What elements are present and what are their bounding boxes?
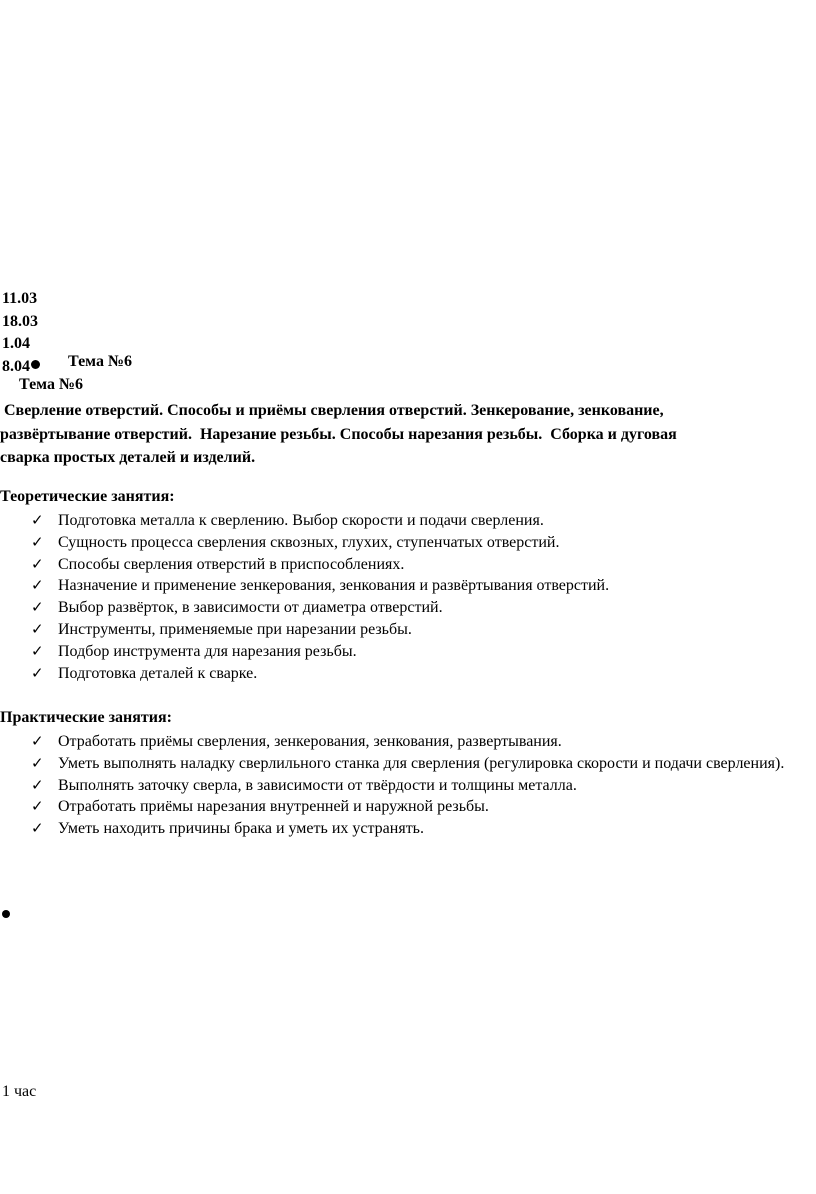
list-item bbox=[0, 731, 790, 753]
list-item bbox=[0, 510, 609, 532]
list-item bbox=[0, 554, 609, 576]
date-entry: 1.04 bbox=[2, 335, 30, 352]
list-item bbox=[0, 753, 790, 775]
list-item bbox=[0, 597, 609, 619]
heading-line: Сверление отверстий. Способы и приёмы сверления отверстий. Зенкерование, зенкование, bbox=[0, 402, 664, 419]
check-icon: ✓ bbox=[31, 511, 44, 529]
check-icon: ✓ bbox=[31, 598, 44, 617]
list-item-text: Сущность процесса сверления сквозных, глухих, ступенчатых отверстий. bbox=[58, 533, 560, 551]
list-item bbox=[0, 619, 609, 641]
check-icon: ✓ bbox=[31, 819, 44, 838]
list-item-text: Подбор инструмента для нарезания резьбы. bbox=[58, 642, 357, 660]
topic-inline-label: Тема №6 bbox=[68, 353, 133, 370]
date-entry: 18.03 bbox=[2, 312, 38, 330]
check-icon: ✓ bbox=[31, 554, 44, 573]
check-icon: ✓ bbox=[31, 641, 44, 660]
bullet-icon bbox=[31, 360, 40, 369]
date-entry bbox=[2, 356, 40, 379]
theory-list bbox=[0, 510, 609, 684]
check-icon: ✓ bbox=[31, 532, 44, 551]
check-icon: ✓ bbox=[31, 576, 44, 595]
list-item-text: Отработать приёмы нарезания внутренней и наружной резьбы. bbox=[58, 798, 489, 816]
topic-heading bbox=[0, 399, 816, 470]
list-item-text: Уметь выполнять наладку сверлильного станка для сверления (регулировка скорости и подачи сверления). bbox=[58, 754, 785, 772]
date-entry-text: 8.04 bbox=[2, 357, 30, 375]
practice-list bbox=[0, 731, 790, 840]
list-item bbox=[0, 641, 609, 663]
heading-line: развёртывание отверстий. Нарезание резьбы. Способы нарезания резьбы. Сборка и дуговая bbox=[0, 425, 677, 443]
check-icon: ✓ bbox=[31, 619, 44, 638]
check-icon: ✓ bbox=[31, 663, 44, 682]
practice-title: Практические занятия: bbox=[0, 709, 172, 726]
date-entry: 11.03 bbox=[2, 290, 38, 307]
lesson-dates bbox=[2, 288, 40, 378]
theory-title: Теоретические занятия: bbox=[0, 488, 175, 505]
list-item-text: Выбор развёрток, в зависимости от диаметра отверстий. bbox=[58, 599, 443, 617]
list-item bbox=[0, 796, 790, 818]
check-icon: ✓ bbox=[31, 797, 44, 816]
list-item-text: Уметь находить причины брака и уметь их устранять. bbox=[58, 820, 424, 838]
check-icon: ✓ bbox=[31, 732, 44, 750]
list-item-text: Подготовка деталей к сварке. bbox=[58, 664, 258, 682]
list-item bbox=[0, 775, 790, 797]
list-item bbox=[0, 532, 609, 554]
list-item-text: Назначение и применение зенкерования, зенкования и развёртывания отверстий. bbox=[58, 577, 610, 595]
bullet-icon bbox=[2, 910, 10, 918]
list-item bbox=[0, 575, 609, 597]
topic-label: Тема №6 bbox=[19, 376, 84, 393]
list-item-text: Подготовка металла к сверлению. Выбор скорости и подачи сверления. bbox=[58, 512, 544, 529]
check-icon: ✓ bbox=[31, 775, 44, 794]
list-item-text: Отработать приёмы сверления, зенкерования, зенкования, развертывания. bbox=[58, 733, 562, 750]
check-icon: ✓ bbox=[31, 753, 44, 772]
list-item-text: Выполнять заточку сверла, в зависимости от твёрдости и толщины металла. bbox=[58, 776, 577, 794]
list-item-text: Инструменты, применяемые при нарезании резьбы. bbox=[58, 620, 412, 638]
list-item bbox=[0, 818, 790, 840]
heading-line: сварка простых деталей и изделий. bbox=[0, 449, 256, 466]
hours-label: 1 час bbox=[2, 1083, 37, 1100]
list-item-text: Способы сверления отверстий в приспособлениях. bbox=[58, 555, 405, 573]
list-item bbox=[0, 663, 609, 685]
